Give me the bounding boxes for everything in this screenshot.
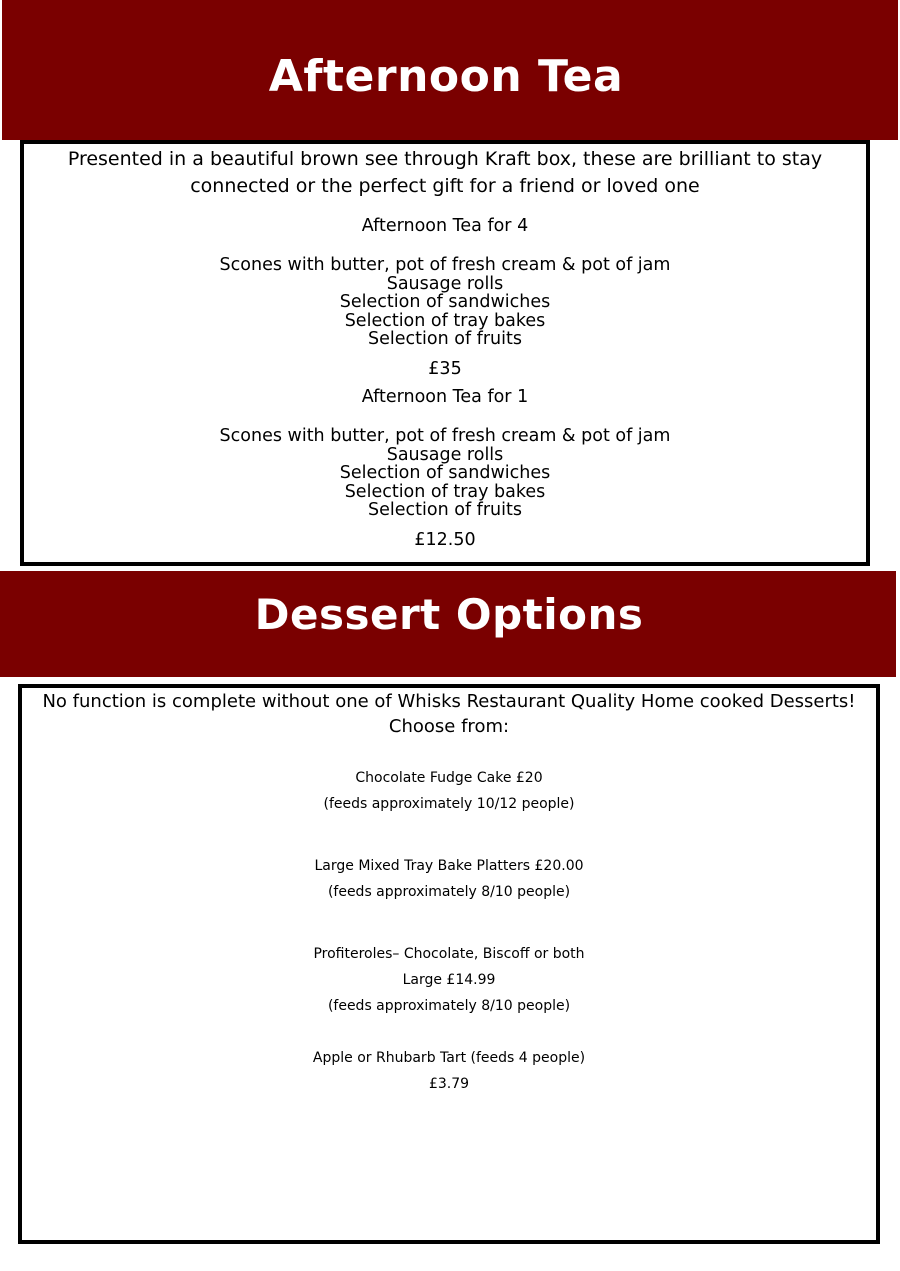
dessert-line: Chocolate Fudge Cake £20 xyxy=(355,770,543,786)
package-item: Sausage rolls xyxy=(386,444,504,465)
dessert-line: (feeds approximately 8/10 people) xyxy=(327,884,571,900)
afternoon-tea-title: Afternoon Tea xyxy=(268,50,624,102)
dessert-options-box xyxy=(18,684,880,1244)
intro-line: Choose from: xyxy=(388,716,510,737)
package-price: £35 xyxy=(428,359,462,379)
dessert-intro xyxy=(22,689,876,739)
dessert-option xyxy=(22,941,876,1019)
dessert-option xyxy=(22,853,876,905)
package-item: Selection of fruits xyxy=(368,500,522,520)
package-item: Scones with butter, pot of fresh cream & pot of jam xyxy=(219,426,671,446)
package-item: Selection of tray bakes xyxy=(344,481,546,502)
intro-line: connected or the perfect gift for a friend or loved one xyxy=(190,175,700,197)
package-item: Sausage rolls xyxy=(386,273,504,294)
package-item: Selection of tray bakes xyxy=(344,310,546,331)
package-price: £12.50 xyxy=(414,530,476,550)
intro-line: Presented in a beautiful brown see through Kraft box, these are brilliant to stay xyxy=(67,148,823,170)
dessert-options-title: Dessert Options xyxy=(254,589,644,639)
dessert-line: Large Mixed Tray Bake Platters £20.00 xyxy=(314,858,584,874)
package-name: Afternoon Tea for 1 xyxy=(361,387,529,407)
package-item: Selection of sandwiches xyxy=(339,292,551,312)
package-item: Scones with butter, pot of fresh cream & pot of jam xyxy=(219,255,671,275)
package-item: Selection of sandwiches xyxy=(339,463,551,483)
dessert-option xyxy=(22,765,876,817)
package-items xyxy=(24,427,866,520)
intro-line: No function is complete without one of Whisks Restaurant Quality Home cooked Desserts! xyxy=(42,691,856,712)
package-items xyxy=(24,256,866,349)
dessert-line: (feeds approximately 8/10 people) xyxy=(327,998,571,1014)
dessert-option xyxy=(22,1045,876,1097)
afternoon-tea-banner xyxy=(2,0,898,140)
dessert-line: Profiteroles– Chocolate, Biscoff or both xyxy=(313,946,585,962)
dessert-line: £3.79 xyxy=(428,1076,470,1092)
package-item: Selection of fruits xyxy=(368,329,522,349)
dessert-line: (feeds approximately 10/12 people) xyxy=(323,796,575,812)
dessert-line: Apple or Rhubarb Tart (feeds 4 people) xyxy=(312,1050,586,1066)
dessert-line: Large £14.99 xyxy=(402,972,496,988)
dessert-options-banner xyxy=(0,571,896,677)
afternoon-tea-intro xyxy=(24,146,866,200)
package-name: Afternoon Tea for 4 xyxy=(361,216,529,236)
afternoon-tea-box xyxy=(20,140,870,566)
